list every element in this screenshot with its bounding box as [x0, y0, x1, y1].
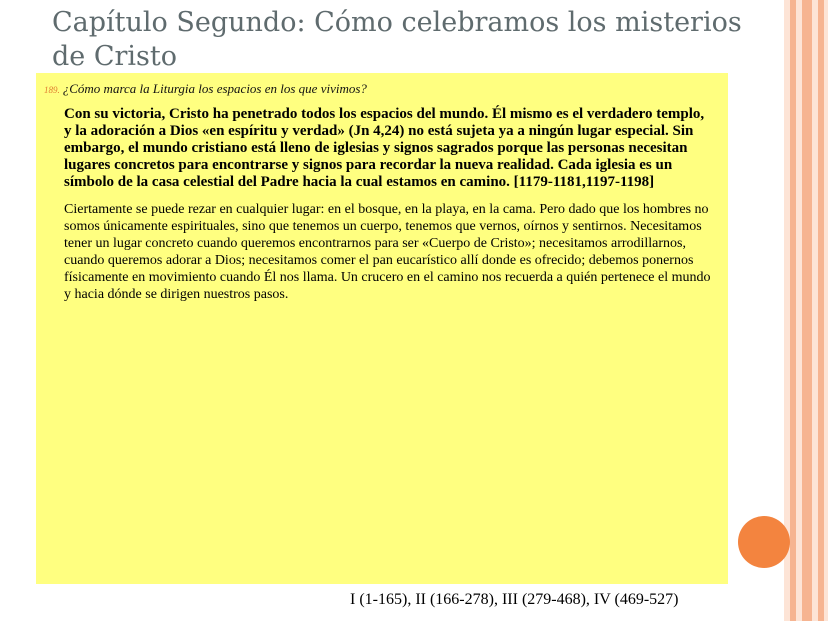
- content-box: [36, 73, 728, 584]
- decorative-stripe: [790, 0, 796, 621]
- explanation-text: Ciertamente se puede rezar en cualquier lugar: en el bosque, en la playa, en la cama. Pero dado que los hombres no somos únicamente espirituales, sino que tenemos un cuerpo, tenemos que vernos, oírnos y sentirnos. Necesitamos tener un lugar concreto cuando queremos encontrarnos para ser «Cuerpo de Cristo»; necesitamos arrodillarnos, cuando queremos adorar a Dios; necesitamos comer el pan eucarístico allí donde es ofrecido; debemos ponernos físicamente en movimiento cuando Él nos llama. Un crucero en el camino nos recuerda a quién pertenece el mundo y hacia dónde se dirigen nuestros pasos.: [64, 202, 711, 302]
- decorative-stripe: [802, 0, 812, 621]
- footer-page-ranges: I (1-165), II (166-278), III (279-468), IV (469-527): [350, 591, 679, 608]
- decorative-stripe: [818, 0, 824, 621]
- question-number: 189.: [44, 85, 60, 95]
- question-text: ¿Cómo marca la Liturgia los espacios en los que vivimos?: [62, 81, 367, 96]
- slide-title: Capítulo Segundo: Cómo celebramos los misterios de Cristo: [52, 7, 742, 72]
- answer-text: Con su victoria, Cristo ha penetrado todos los espacios del mundo. Él mismo es el verdadero templo, y la adoración a Dios «en espíritu y verdad» (Jn 4,24) no está sujeta ya a ningún lugar especial. Sin embargo, el mundo cristiano está lleno de iglesias y signos sagrados porque las personas necesitan lugares concretos para encontrarse y signos para recordar la nueva realidad. Cada iglesia es un símbolo de la casa celestial del Padre hacia la cual estamos en camino. [1179-1181,1197-1198]: [64, 106, 705, 190]
- accent-circle-icon: [738, 516, 790, 568]
- question: [44, 81, 712, 98]
